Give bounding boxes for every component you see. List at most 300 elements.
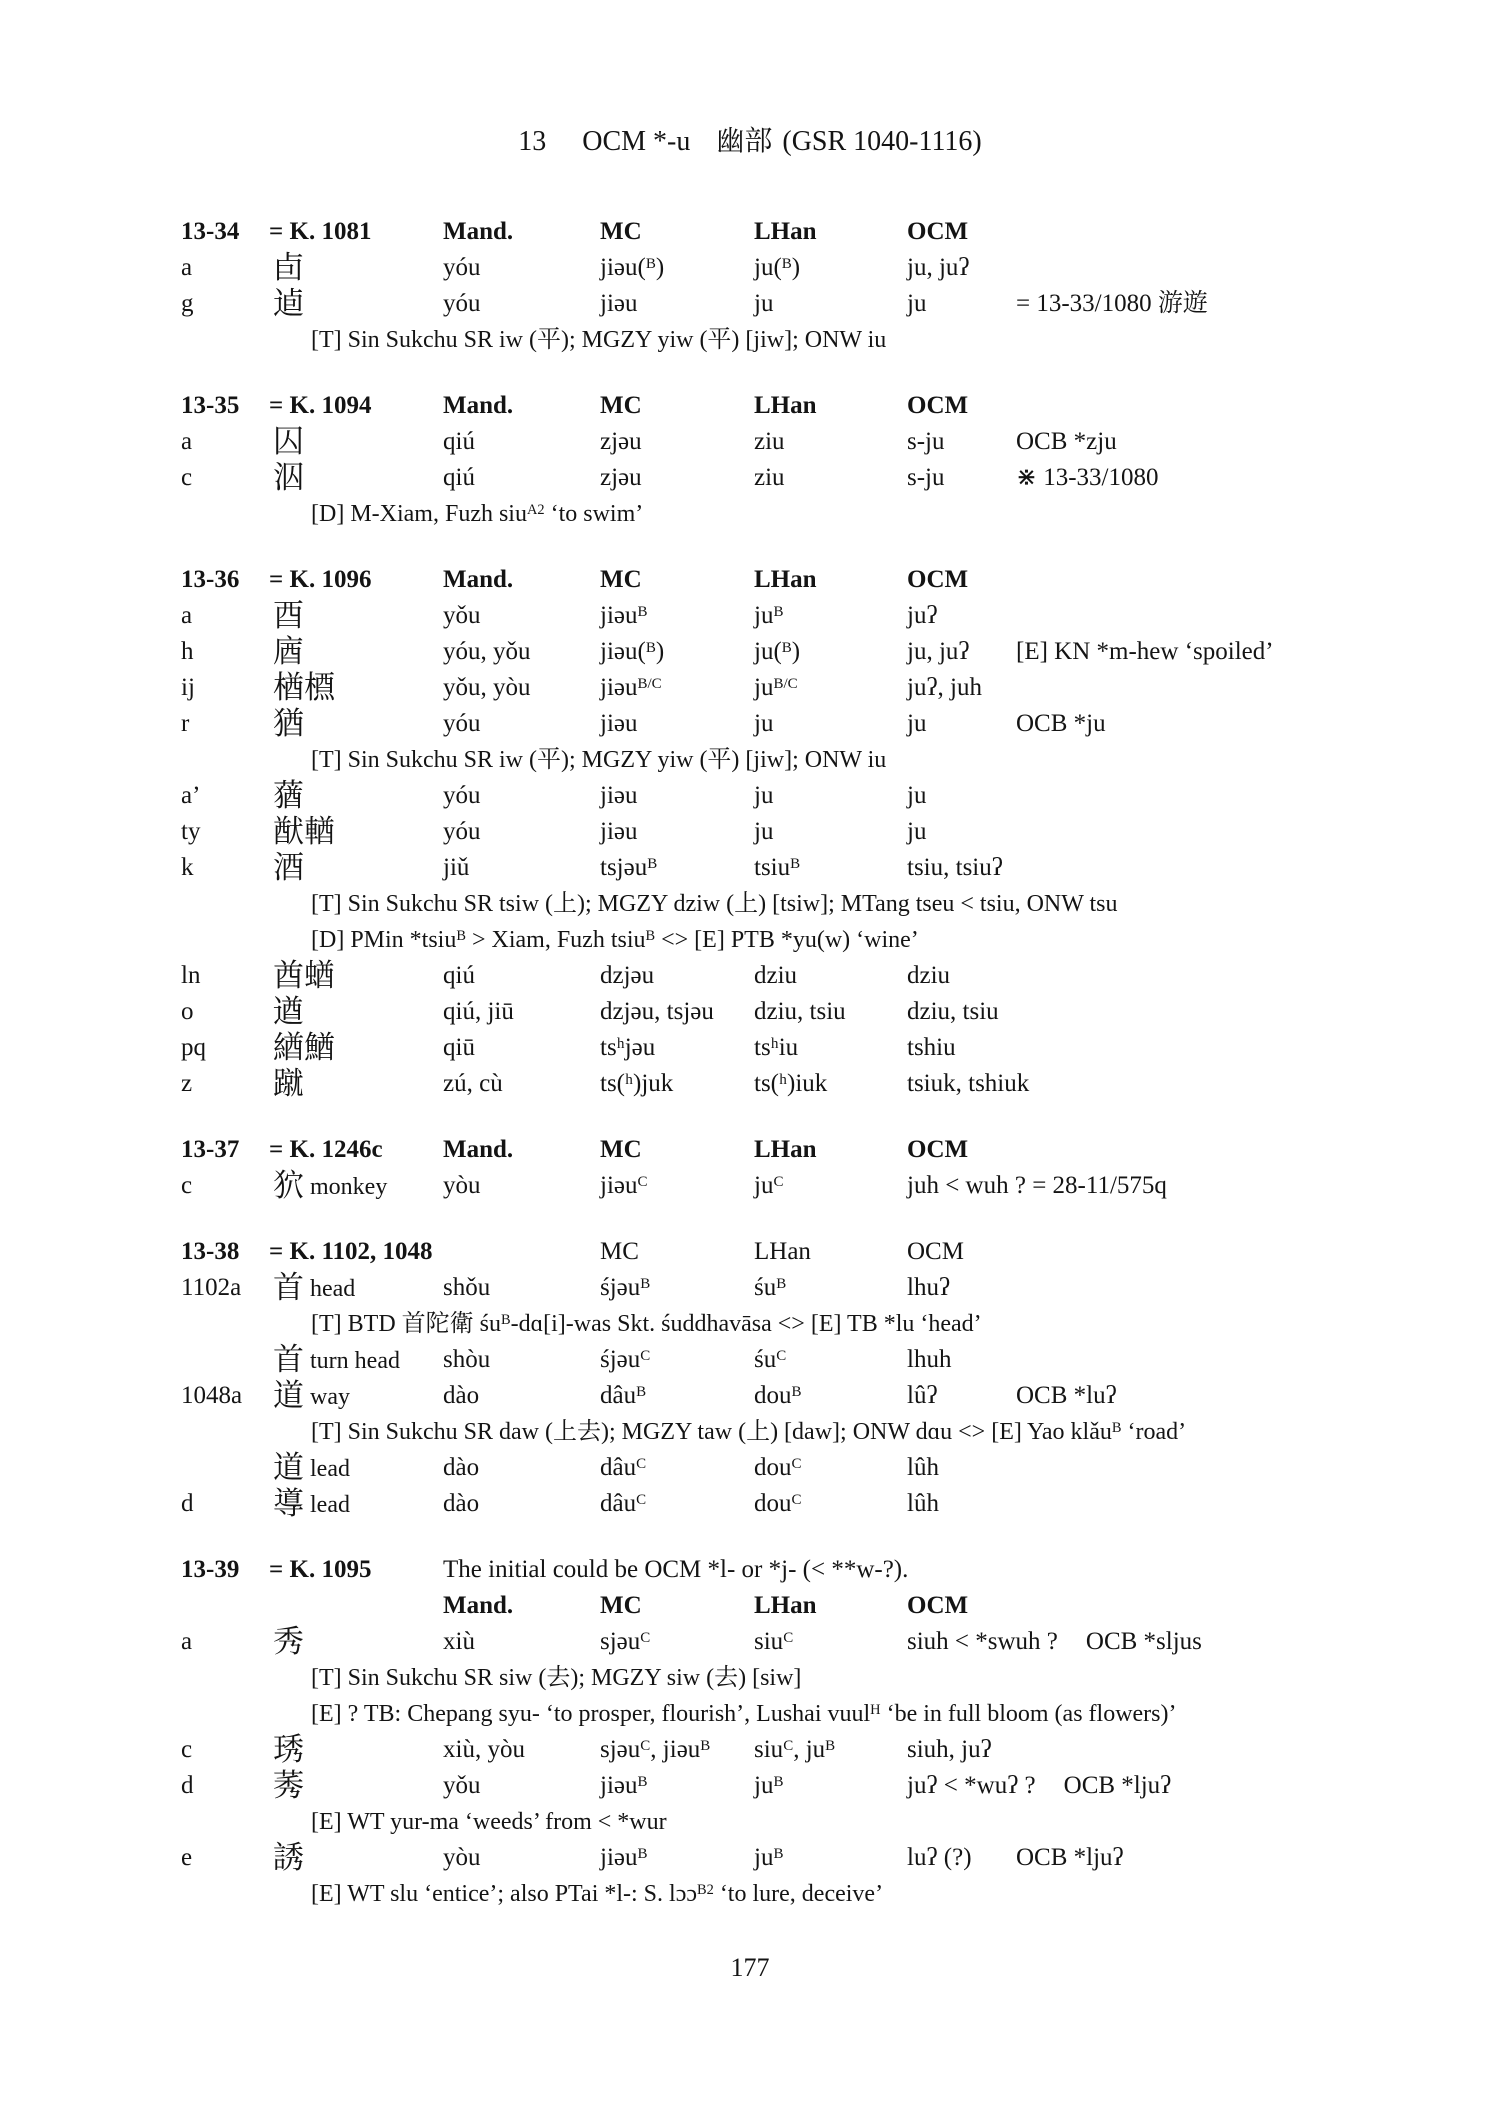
section-number: 13-36 — [181, 566, 240, 593]
superscript: B — [773, 603, 784, 620]
head-character: 猶 — [273, 706, 304, 742]
note-text: [T] Sin Sukchu SR daw (上去); MGZY taw (上) [daw]; ONW dɑu <> [E] Yao klǎu$^B$ ‘road’ — [311, 1419, 1187, 1445]
character-gloss: head — [310, 1276, 356, 1302]
character-cell — [273, 634, 304, 671]
superscript: B — [645, 639, 656, 656]
middle-chinese-reading: jiəu($^B$) — [600, 638, 665, 665]
column-header-middle-chinese: MC — [600, 218, 642, 245]
character-cell — [273, 994, 304, 1031]
old-chinese-reading: s-ju — [907, 428, 945, 455]
comparison-note: OCB *ljuʔ — [1016, 1844, 1124, 1871]
entry-label: 1048a — [181, 1382, 243, 1409]
old-chinese-reading: lûʔ — [907, 1382, 938, 1409]
middle-chinese-reading: dâu$^C$ — [600, 1490, 647, 1517]
note-text: [E] ? TB: Chepang syu- ‘to prosper, flourish’, Lushai vuul$^H$ ‘be in full bloom (as flowers)’ — [311, 1701, 1177, 1727]
entry-row — [0, 286, 1500, 322]
column-header-middle-chinese: MC — [600, 392, 642, 419]
middle-chinese-reading: jiəu$^B$ — [600, 602, 648, 629]
character-gloss: lead — [310, 1456, 350, 1482]
later-han-reading: dziu, tsiu — [754, 998, 846, 1025]
mandarin-reading: qiú, jiū — [443, 998, 514, 1025]
section-number: 13-37 — [181, 1136, 240, 1163]
entry-label: z — [181, 1070, 193, 1097]
old-chinese-cell — [907, 1450, 1016, 1486]
gsr-range: (GSR 1040-1116) — [782, 126, 982, 157]
old-chinese-cell — [907, 1168, 1195, 1204]
entry-row — [0, 1624, 1500, 1660]
entry-label: c — [181, 1172, 193, 1199]
middle-chinese-reading: dâu$^B$ — [600, 1382, 647, 1409]
column-header-mandarin: Mand. — [443, 1592, 514, 1619]
mandarin-reading: yóu — [443, 290, 481, 317]
middle-chinese-reading: zjəu — [600, 428, 642, 455]
middle-chinese-reading: jiəu$^{B/C}$ — [600, 674, 662, 701]
middle-chinese-reading: śjəu$^B$ — [600, 1274, 651, 1301]
old-chinese-cell — [907, 1270, 1016, 1306]
note-row — [0, 1414, 1500, 1450]
entry-label: g — [181, 290, 194, 317]
superscript: B — [790, 855, 801, 872]
entry-row — [0, 1270, 1500, 1306]
head-character: 道 — [273, 1378, 304, 1414]
old-chinese-cell — [907, 1624, 1202, 1660]
section-comment: The initial could be OCM *l- or *j- (< **w-?). — [443, 1556, 909, 1583]
middle-chinese-reading: jiəu — [600, 290, 638, 317]
old-chinese-reading: juh < wuh ? = 28-11/575q — [907, 1172, 1167, 1199]
entry-row — [0, 1378, 1500, 1414]
later-han-reading: dou$^B$ — [754, 1382, 802, 1409]
mandarin-reading: yóu, yǒu — [443, 638, 531, 665]
later-han-reading: ziu — [754, 428, 785, 455]
character-cell — [273, 814, 335, 851]
later-han-reading: $ju^B$ — [754, 1844, 784, 1871]
old-chinese-cell — [907, 1768, 1171, 1804]
page-number: 177 — [730, 1953, 770, 1982]
later-han-reading: ju — [754, 290, 774, 317]
karlgren-reference: = K. 1095 — [269, 1556, 372, 1583]
old-chinese-cell — [907, 286, 1208, 322]
note-row — [0, 1660, 1500, 1696]
old-chinese-cell — [907, 778, 1016, 814]
superscript: C — [640, 1737, 651, 1754]
entry-label: d — [181, 1490, 194, 1517]
old-chinese-cell — [907, 958, 1016, 994]
superscript: C — [783, 1629, 794, 1646]
superscript: C — [783, 1737, 794, 1754]
column-header-mandarin: Mand. — [443, 218, 514, 245]
note-row — [0, 496, 1500, 532]
old-chinese-cell — [907, 424, 1117, 460]
comparison-note: OCB *luʔ — [1016, 1382, 1117, 1409]
middle-chinese-reading: jiəu$^B$ — [600, 1844, 648, 1871]
entry-label: k — [181, 854, 194, 881]
entry-label: ty — [181, 818, 201, 845]
entry-row — [0, 1486, 1500, 1522]
entry-row — [0, 1066, 1500, 1102]
entry-label: a — [181, 428, 193, 455]
old-chinese-cell — [907, 814, 1016, 850]
character-cell — [273, 1450, 350, 1487]
superscript: B — [647, 855, 658, 872]
section-header-row — [0, 388, 1500, 424]
entry-label: ij — [181, 674, 195, 701]
head-character: 猷輶 — [273, 814, 335, 850]
later-han-reading: ju($^B$) — [754, 638, 801, 665]
mandarin-reading: yǒu — [443, 602, 481, 629]
middle-chinese-reading: dâu$^C$ — [600, 1454, 647, 1481]
old-chinese-reading: ju, juʔ — [907, 638, 970, 665]
column-header-later-han: LHan — [754, 392, 817, 419]
entry-row — [0, 1030, 1500, 1066]
head-character: 道 — [273, 1450, 304, 1486]
head-character: 蕕 — [273, 778, 304, 814]
entry-label: c — [181, 1736, 193, 1763]
character-cell — [273, 1030, 335, 1067]
comparison-note: OCB *zju — [1016, 428, 1117, 455]
superscript: H — [870, 1701, 881, 1718]
head-character: 逌 — [273, 286, 304, 322]
entry-row — [0, 958, 1500, 994]
entry-row — [0, 250, 1500, 286]
comparison-note: OCB *ljuʔ — [1063, 1772, 1172, 1799]
later-han-reading: tsʰiu — [754, 1034, 799, 1061]
head-character: 導 — [273, 1486, 304, 1522]
entry-row — [0, 460, 1500, 496]
middle-chinese-reading: jiəu$^B$ — [600, 1772, 648, 1799]
entry-section — [0, 388, 1500, 532]
entry-label: a — [181, 1628, 193, 1655]
later-han-reading: ju — [754, 710, 774, 737]
head-character: 狖 — [273, 1168, 304, 1204]
note-row — [0, 922, 1500, 958]
character-cell — [273, 424, 304, 461]
character-cell — [273, 1066, 304, 1103]
character-cell — [273, 850, 304, 887]
later-han-reading: $śu^B$ — [754, 1274, 787, 1301]
entry-label: 1102a — [181, 1274, 242, 1301]
entry-row — [0, 1342, 1500, 1378]
old-chinese-reading: tsiu, tsiuʔ — [907, 854, 1003, 881]
old-chinese-reading: juʔ — [907, 602, 938, 629]
character-cell — [273, 1342, 400, 1379]
note-text: [T] Sin Sukchu SR iw (平); MGZY yiw (平) [jiw]; ONW iu — [311, 747, 887, 773]
comparison-note: ⋇ 13-33/1080 — [1016, 464, 1159, 491]
column-header-later-han: LHan — [754, 566, 817, 593]
note-row — [0, 1876, 1500, 1912]
superscript: B — [456, 927, 466, 944]
comparison-note: [E] KN *m-hew ‘spoiled’ — [1016, 638, 1274, 665]
column-header-middle-chinese: MC — [600, 1136, 642, 1163]
head-character: 囚 — [273, 424, 304, 460]
middle-chinese-reading: śjəu$^C$ — [600, 1346, 651, 1373]
mandarin-reading: qiū — [443, 1034, 475, 1061]
karlgren-reference: = K. 1246c — [269, 1136, 383, 1163]
column-header-middle-chinese: MC — [600, 1592, 642, 1619]
superscript: B/C — [637, 675, 662, 692]
old-chinese-cell — [907, 706, 1106, 742]
head-character: 琇 — [273, 1732, 304, 1768]
old-chinese-cell — [907, 250, 1016, 286]
mandarin-reading: yòu — [443, 1844, 481, 1871]
entry-section — [0, 1552, 1500, 1912]
character-cell — [273, 286, 304, 323]
head-character: 遒 — [273, 994, 304, 1030]
section-number: 13-35 — [181, 392, 240, 419]
entry-row — [0, 424, 1500, 460]
note-row — [0, 1306, 1500, 1342]
mandarin-reading: qiú — [443, 428, 475, 455]
character-cell — [273, 1624, 304, 1661]
mandarin-reading: dào — [443, 1382, 480, 1409]
character-cell — [273, 460, 304, 497]
mandarin-reading: qiú — [443, 962, 475, 989]
entry-row — [0, 1840, 1500, 1876]
character-gloss: way — [310, 1384, 350, 1410]
old-chinese-reading: siuh < *swuh ? — [907, 1628, 1058, 1655]
mandarin-reading: dào — [443, 1454, 480, 1481]
mandarin-reading: yóu — [443, 818, 481, 845]
old-chinese-cell — [907, 460, 1158, 496]
running-head — [0, 121, 1500, 161]
column-header-later-han: LHan — [754, 1592, 817, 1619]
middle-chinese-reading: dzjəu, tsjəu — [600, 998, 714, 1025]
superscript: C — [636, 1491, 647, 1508]
old-chinese-reading: lûh — [907, 1454, 939, 1481]
note-row — [0, 742, 1500, 778]
note-row — [0, 1804, 1500, 1840]
head-character: 誘 — [273, 1840, 304, 1876]
column-header-mandarin: Mand. — [443, 566, 514, 593]
old-chinese-reading: lûh — [907, 1490, 939, 1517]
later-han-reading: siu$^C$ — [754, 1628, 794, 1655]
head-character: 酋蝤 — [273, 958, 335, 994]
mandarin-reading: yóu — [443, 710, 481, 737]
karlgren-reference: = K. 1096 — [269, 566, 372, 593]
superscript: B — [500, 1311, 511, 1328]
old-chinese-reading: ju — [907, 290, 927, 317]
entry-row — [0, 1768, 1500, 1804]
old-chinese-cell — [907, 1840, 1124, 1876]
phonetic-series-entries — [0, 214, 1500, 1912]
superscript: B — [637, 1845, 648, 1862]
old-chinese-reading: s-ju — [907, 464, 945, 491]
middle-chinese-reading: jiəu$^C$ — [600, 1172, 648, 1199]
superscript: C — [640, 1629, 651, 1646]
entry-row — [0, 1450, 1500, 1486]
entry-row — [0, 778, 1500, 814]
column-header-later-han: LHan — [754, 218, 817, 245]
mandarin-reading: yòu — [443, 1172, 481, 1199]
entry-label: h — [181, 638, 194, 665]
old-chinese-reading: siuh, juʔ — [907, 1736, 992, 1763]
character-cell — [273, 1378, 350, 1415]
superscript: C — [791, 1491, 802, 1508]
chapter-title: OCM *-u — [582, 126, 691, 157]
section-header-row — [0, 1552, 1500, 1588]
entry-label: r — [181, 710, 190, 737]
superscript: A2 — [526, 501, 545, 518]
mandarin-reading: shòu — [443, 1346, 491, 1373]
superscript: B — [637, 603, 648, 620]
character-cell — [273, 1486, 350, 1523]
entry-row — [0, 670, 1500, 706]
superscript: B — [645, 255, 656, 272]
mandarin-reading: xiù — [443, 1628, 475, 1655]
old-chinese-cell — [907, 850, 1031, 886]
old-chinese-reading: tshiu — [907, 1034, 956, 1061]
head-character: 秀 — [273, 1624, 304, 1660]
later-han-reading: ts(ʰ)iuk — [754, 1070, 828, 1097]
note-text: [E] WT yur-ma ‘weeds’ from < *wur — [311, 1809, 667, 1835]
comparison-note: = 13-33/1080 游遊 — [1016, 290, 1208, 317]
mandarin-reading: yǒu, yòu — [443, 674, 531, 701]
later-han-reading: ju($^B$) — [754, 254, 801, 281]
entry-label: o — [181, 998, 194, 1025]
entry-section — [0, 214, 1500, 358]
column-header-old-chinese: OCM — [907, 1238, 964, 1265]
middle-chinese-reading: tsʰjəu — [600, 1034, 656, 1061]
old-chinese-reading: juʔ, juh — [907, 674, 982, 701]
head-character: 蹴 — [273, 1066, 304, 1102]
later-han-reading: ju — [754, 782, 774, 809]
section-header-row — [0, 562, 1500, 598]
old-chinese-cell — [907, 1378, 1117, 1414]
column-header-mandarin: Mand. — [443, 392, 514, 419]
head-character: 泅 — [273, 460, 304, 496]
superscript: B — [773, 1845, 784, 1862]
old-chinese-reading: juʔ < *wuʔ ? — [907, 1772, 1036, 1799]
character-cell — [273, 598, 304, 635]
section-number: 13-38 — [181, 1238, 240, 1265]
mandarin-reading: jiǔ — [443, 854, 470, 881]
old-chinese-reading: dziu, tsiu — [907, 998, 999, 1025]
column-header-old-chinese: OCM — [907, 392, 969, 419]
character-gloss: lead — [310, 1492, 350, 1518]
superscript: C — [640, 1347, 651, 1364]
superscript: B — [781, 639, 792, 656]
later-han-reading: dziu — [754, 962, 798, 989]
column-header-later-han: LHan — [754, 1136, 817, 1163]
old-chinese-reading: ju, juʔ — [907, 254, 970, 281]
column-header-old-chinese: OCM — [907, 566, 969, 593]
middle-chinese-reading: sjəu$^C$ — [600, 1628, 651, 1655]
superscript: B — [640, 1275, 651, 1292]
old-chinese-reading: ju — [907, 782, 927, 809]
superscript: C — [637, 1173, 648, 1190]
entry-label: e — [181, 1844, 193, 1871]
entry-label: a — [181, 254, 193, 281]
superscript: B/C — [773, 675, 798, 692]
character-cell — [273, 1168, 387, 1205]
old-chinese-cell — [907, 994, 1027, 1030]
section-header-row — [0, 214, 1500, 250]
later-han-reading: dou$^C$ — [754, 1454, 802, 1481]
note-text: [D] M-Xiam, Fuzh siu$^{A2}$ ‘to swim’ — [311, 501, 644, 527]
head-character: 酉 — [273, 598, 304, 634]
entry-row — [0, 994, 1500, 1030]
head-character: 卣 — [273, 250, 304, 286]
character-cell — [273, 1768, 304, 1805]
entry-row — [0, 598, 1500, 634]
superscript: B — [636, 1383, 647, 1400]
superscript: B — [645, 927, 656, 944]
note-text: [T] Sin Sukchu SR iw (平); MGZY yiw (平) [jiw]; ONW iu — [311, 327, 887, 353]
old-chinese-reading: ju — [907, 710, 927, 737]
section-header-row — [0, 1234, 1500, 1270]
column-header-later-han: LHan — [754, 1238, 811, 1265]
mandarin-reading: zú, cù — [443, 1070, 503, 1097]
entry-label: c — [181, 464, 193, 491]
character-cell — [273, 250, 304, 287]
middle-chinese-reading: jiəu — [600, 710, 638, 737]
karlgren-reference: = K. 1094 — [269, 392, 372, 419]
later-han-reading: ziu — [754, 464, 785, 491]
column-header-old-chinese: OCM — [907, 218, 969, 245]
entry-section — [0, 1132, 1500, 1204]
entry-row — [0, 1168, 1500, 1204]
mandarin-reading: dào — [443, 1490, 480, 1517]
mandarin-reading: yóu — [443, 782, 481, 809]
note-row — [0, 322, 1500, 358]
later-han-reading: siu$^C$, $ju^B$ — [754, 1736, 836, 1763]
superscript: C — [773, 1173, 784, 1190]
superscript: B2 — [697, 1881, 714, 1898]
entry-label: a — [181, 602, 193, 629]
note-row — [0, 886, 1500, 922]
character-gloss: monkey — [310, 1174, 388, 1200]
superscript: C — [636, 1455, 647, 1472]
superscript: B — [791, 1383, 802, 1400]
old-chinese-reading: dziu — [907, 962, 951, 989]
note-row — [0, 1696, 1500, 1732]
superscript: B — [1111, 1419, 1122, 1436]
mandarin-reading: yóu — [443, 254, 481, 281]
superscript: B — [773, 1773, 784, 1790]
superscript: B — [825, 1737, 836, 1754]
later-han-reading: $ju^B$ — [754, 1772, 784, 1799]
head-character: 酒 — [273, 850, 304, 886]
superscript: B — [700, 1737, 711, 1754]
old-chinese-reading: tsiuk, tshiuk — [907, 1070, 1030, 1097]
old-chinese-cell — [907, 598, 1016, 634]
note-text: [E] WT slu ‘entice’; also PTai *l-: S. lɔɔ$^{B2}$ ‘to lure, deceive’ — [311, 1881, 884, 1907]
old-chinese-cell — [907, 1342, 1016, 1378]
character-cell — [273, 706, 304, 743]
superscript: B — [781, 255, 792, 272]
mandarin-reading: yǒu — [443, 1772, 481, 1799]
karlgren-reference: = K. 1081 — [269, 218, 372, 245]
note-text: [T] Sin Sukchu SR tsiw (上); MGZY dziw (上) [tsiw]; MTang tseu < tsiu, ONW tsu — [311, 891, 1118, 917]
entry-row — [0, 706, 1500, 742]
rhyme-group-name: 幽部 — [716, 124, 773, 157]
entry-label: a’ — [181, 782, 201, 809]
old-chinese-reading: luʔ (?) — [907, 1844, 972, 1871]
later-han-reading: ju — [754, 818, 774, 845]
mandarin-reading: shǒu — [443, 1274, 491, 1301]
entry-label: d — [181, 1772, 194, 1799]
middle-chinese-reading: ts(ʰ)juk — [600, 1070, 674, 1097]
old-chinese-reading: ju — [907, 818, 927, 845]
character-cell — [273, 1840, 304, 1877]
old-chinese-cell — [907, 670, 1016, 706]
middle-chinese-reading: jiəu($^B$) — [600, 254, 665, 281]
mandarin-reading: xiù, yòu — [443, 1736, 525, 1763]
old-chinese-reading: lhuh — [907, 1346, 952, 1373]
head-character: 緧鰌 — [273, 1030, 335, 1066]
later-han-reading: $ju^B$ — [754, 602, 784, 629]
head-character: 楢槱 — [273, 670, 335, 706]
head-character: 莠 — [273, 1768, 304, 1804]
